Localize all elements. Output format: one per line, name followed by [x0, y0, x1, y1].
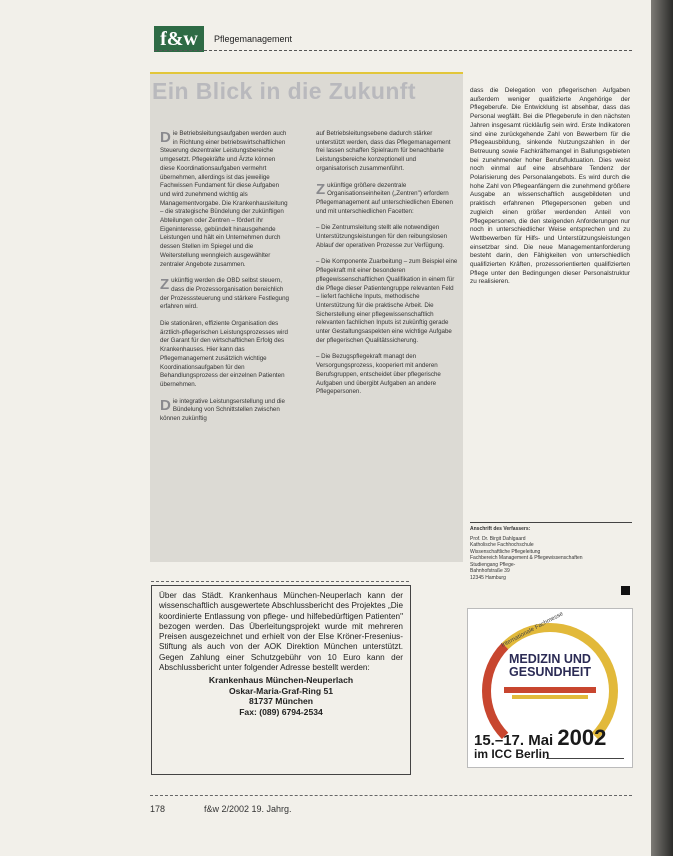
dropcap: Z — [160, 276, 170, 294]
author-line: Katholische Fachhochschule — [470, 542, 534, 548]
ad-year: 2002 — [557, 725, 607, 750]
ad-stripe — [512, 695, 588, 699]
ad-venue-underline — [546, 758, 624, 759]
author-line: Fachbereich Management & Pflegewissenschaften — [470, 555, 583, 561]
book-spine-shadow — [651, 0, 673, 856]
ad-title-line: GESUNDHEIT — [509, 665, 591, 679]
ad-venue: im ICC Berlin — [474, 747, 550, 761]
paragraph — [160, 320, 290, 390]
paragraph-text: – Die Zentrumsleitung stellt alle notwendigen Unterstützungsleistungen für den reibungslosen Ablauf der operativen Prozesse zur Verfügung. — [316, 224, 448, 249]
article-column-3: dass die Delegation von pflegerischen Aufgaben außerdem weniger qualifizierte Angehörige der Pflegeberufe. Die Entwicklung ist absehbar, dass das Personal wegfällt. Bei die Pflegeberufe in den nächsten Jahren insgesamt rückläufig sein wird. Erste Indikatoren sind eine zurückgehende Zahl von Bewerbern für die Pflegeausbildung, sinkende Nutzungszahlen in der Betreuung sowie Fachkräftemangel in Ballungsgebieten bei zunehmender hoher Berufsfluktuation. Dies weist noch einmal auf eine absehbare Tendenz der Polarisierung des Personalangebots. Es wird durch die hohe Zahl von Pflegeanfängern die zunehmend größere Ausgabe an wissenschaftlich ausgebildeten und praktisch erfahrenen Pflegepersonen geben und zugleich einen größer werdenden Anteil von Pflegepersonen, die den steigenden Anforderungen nur noch in unterschiedlicher Weise entsprechen und zu Wettbewerben für Hilfs- und Unterstützungsleistungen einsetzbar sind. Die neue Managementanforderung besteht darin, den Fähigkeiten von unterschiedlich qualifizierten Kräften, prozessorientierten qualifizierten Pflege unter den Bedingungen dieser Personalstruktur zu realisieren. — [470, 87, 630, 286]
info-box-rule — [151, 581, 409, 582]
author-line: Wissenschaftliche Pflegeleitung — [470, 548, 541, 555]
paragraph — [316, 182, 458, 217]
paragraph-text: ukünftig werden die OBD selbst steuern, dass die Prozessorganisation bereichlich der Prozesssteuerung und stärkere Festlegung erfahren wird. — [160, 277, 289, 311]
ad-date-range: 15.–17. Mai — [474, 732, 554, 749]
paragraph-text: auf Betriebsleitungsebene dadurch stärker unterstützt werden, dass das Pflegemanagement frei lassen schaffen Spielraum für benachbarte Leistungsbereiche konzeptionell und organisatorisch zusammenführt. — [316, 130, 451, 172]
author-line: Studiengang Pflege- — [470, 561, 516, 568]
info-box-address — [152, 675, 410, 717]
end-mark-square — [621, 586, 630, 595]
address-line: Fax: (089) 6794-2534 — [239, 706, 323, 717]
trade-fair-ad — [467, 608, 633, 768]
section-label: Pflegemanagement — [214, 34, 293, 44]
paragraph-text: ie Betriebsleitungsaufgaben werden auch in Richtung einer betriebswirtschaftlichen Steuerung dezentraler Leistungsbereiche umgesetzt. Pflegekräfte und Ärzte können diese Koordinationsaufgaben vermehrt übernehmen, allerdings ist das jeweilige Fachwissen Fundament für diese Aufgaben und wird zunehmend wichtig als Managementvorgabe. Die Krankenhausleitung – die strategische Bündelung der zukünftigen Abteilungen oder Zentren – fördert ihr Eigeninteresse, gebündelt hinausgehende Leistungen und hält ein Unternehmen durch dessen Stellen im Spiegel und die Weiterstellung wenngleich ausgewählter zentraler Angebote zusammen. — [160, 130, 288, 268]
paragraph — [316, 258, 458, 345]
accent-rule — [150, 72, 463, 74]
header-rule — [154, 50, 632, 51]
article-headline: Ein Blick in die Zukunft — [152, 78, 416, 104]
paragraph — [160, 130, 290, 269]
ad-top-text: Internationale Fachmesse — [500, 611, 565, 649]
info-box — [151, 585, 411, 775]
footer-rule — [150, 795, 632, 796]
page-number: 178 — [150, 804, 166, 814]
article-column-2 — [316, 130, 458, 405]
paragraph — [160, 398, 290, 424]
author-line: 12345 Hamburg — [470, 574, 506, 581]
dropcap: Z — [316, 180, 326, 198]
paragraph — [160, 277, 290, 312]
ad-title-line: MEDIZIN UND — [509, 652, 591, 666]
paragraph-text: – Die Komponente Zuarbeitung – zum Beispiel eine Pflegekraft mit einer besonderen pflegewissenschaftlichen Qualifikation in einem für die Pflege dieser Patientengruppe relevanten Feld – liefert fachliche Inputs, methodische Unterstützung für die praktische Arbeit. Die Sicherstellung einer pflegewissenschaftlich relevanten fachlichen Inputs ist zukünftig gerade unter Gestaltungsaspekten eine wichtige Aufgabe der pflegerischen Qualitätssicherung. — [316, 258, 458, 344]
ad-stripe — [504, 687, 596, 693]
issue-info: f&w 2/2002 19. Jahrg. — [204, 804, 292, 814]
paragraph — [316, 130, 458, 174]
paragraph-text: – Die Bezugspflegekraft managt den Versorgungsprozess, kooperiert mit anderen Berufsgruppen, entscheidet über pflegerische Aufgaben und übergibt Aufgaben an andere Pflegepersonen. — [316, 353, 441, 396]
info-box-text: Über das Städt. Krankenhaus München-Neuperlach kann der wissenschaftlich ausgewertete Abschlussbericht des Projektes „Die koordinierte Entlassung von pflege- und hilfebedürftigen Patienten" bezogen werden. Das Überleitungsprojekt wurde mit mehreren Preisen ausgezeichnet und erhielt von der Else Kröner-Fresenius-Stiftung als auch von der AOK Direktion München unterstützt. Gegen Zahlung einer Schutzgebühr von 10 Euro kann der Abschlussbericht unter folgender Adresse bestellt werden: — [159, 591, 403, 673]
address-line: Krankenhaus München-Neuperlach — [208, 675, 354, 686]
address-line: 81737 München — [249, 696, 313, 707]
ad-title — [468, 653, 632, 679]
fw-logo: f&w — [154, 26, 204, 52]
author-box-title: Anschrift des Verfassers: — [470, 526, 531, 532]
paragraph-text: ukünftige größere dezentrale Organisationseinheiten („Zentren") erfordern Pflegemanagement auf unterschiedlichen Ebenen und mit unterschiedlichen Facetten: — [316, 181, 453, 215]
dropcap: D — [160, 396, 171, 414]
paragraph-text: Die stationären, effiziente Organisation des ärztlich-pflegerischen Leistungsprozesses wird der Garant für den wirtschaftlichen Erfolg des Krankenhauses. Hier kann das Pflegemanagement zusätzlich wichtige Koordinationsaufgaben für den Behandlungsprozess der einzelnen Patienten übernehmen. — [160, 320, 288, 388]
paragraph — [316, 353, 458, 397]
dropcap: D — [160, 129, 171, 146]
author-box — [470, 526, 620, 581]
author-line: Prof. Dr. Birgit Dahlgaard — [470, 535, 526, 542]
paragraph-text: ie integrative Leistungserstellung und die Bündelung von Schnittstellen zwischen können zukünftig — [160, 397, 285, 423]
author-line: Bahnhofstraße 39 — [470, 568, 510, 574]
paragraph — [316, 224, 458, 250]
address-line: Oskar-Maria-Graf-Ring 51 — [228, 685, 334, 696]
article-column-1 — [160, 130, 290, 432]
author-box-rule — [470, 522, 632, 523]
